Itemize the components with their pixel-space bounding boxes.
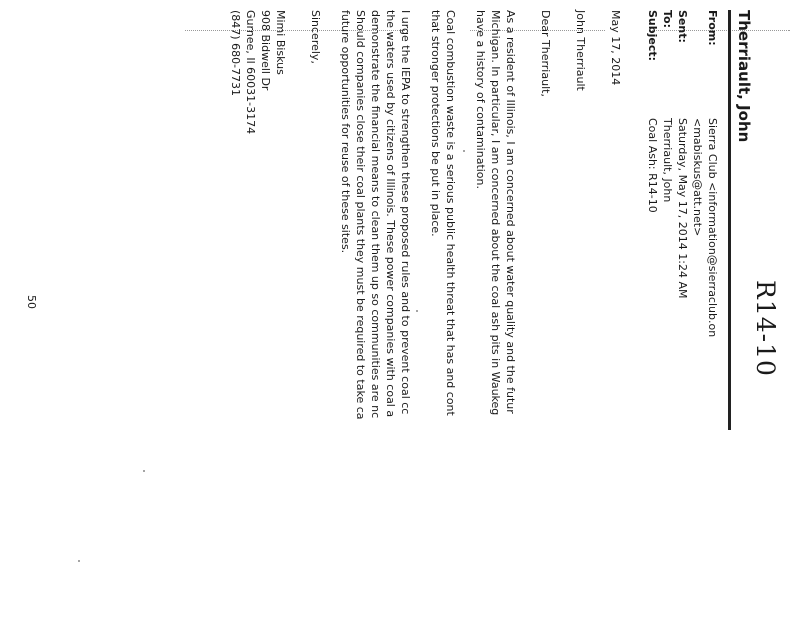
subject-value: Coal Ash: R14-10 (646, 118, 659, 213)
scan-speck (143, 470, 145, 472)
email-header-labels (645, 10, 720, 61)
from-value-email: <mabiskus@att.net> (691, 118, 704, 237)
page-number: 50 (25, 295, 38, 309)
body-paragraph (473, 10, 518, 618)
scan-speck (78, 560, 80, 562)
letter-salutation: Dear Therriault, (539, 10, 552, 97)
body-line: future opportunities for reuse of these sites. (339, 10, 352, 254)
signature-address: 908 Bidwell Dr (259, 10, 272, 91)
sender-name: Therriault, John (735, 10, 753, 143)
body-line: Coal combustion waste is a serious public health threat that has and cont (444, 10, 457, 416)
body-line: I urge the IEPA to strengthen these proposed rules and to prevent coal cc (399, 10, 412, 415)
body-line: that stronger protections be put in place. (429, 10, 442, 237)
email-header-values (645, 118, 720, 618)
letter-date: May 17, 2014 (609, 10, 622, 86)
sent-value: Saturday, May 17, 2014 1:24 AM (676, 118, 689, 299)
signature-phone: (847) 680-7731 (229, 10, 242, 97)
header-divider (728, 10, 731, 430)
subject-label: Subject: (646, 10, 659, 62)
document-id: R14-10 (751, 280, 780, 377)
letter-body (213, 10, 623, 618)
from-label: From: (706, 10, 719, 46)
signature-city: Gurnee, Il 60031-3174 (244, 10, 257, 135)
body-line: demonstrate the financial means to clean them up so communities are nc (369, 10, 382, 419)
sent-label: Sent: (676, 10, 689, 43)
letter-recipient: John Therriault (574, 10, 587, 91)
body-line: Michigan. In particular, I am concerned about the coal ash pits in Waukeg (489, 10, 502, 416)
body-line: the waters used by citizens of Illinois. These power companies with coal a (384, 10, 397, 418)
body-line: Should companies close their coal plants they must be required to take ca (354, 10, 367, 420)
to-label: To: (661, 10, 674, 28)
signature-block (228, 10, 288, 618)
body-line: As a resident of Illinois, I am concerned about water quality and the futur (504, 10, 517, 414)
body-paragraph (338, 10, 413, 618)
body-paragraph (428, 10, 458, 618)
signature-name: Mimi Biskus (274, 10, 287, 75)
to-value: Therriault, John (661, 118, 674, 203)
from-value: Sierra Club <information@sierraclub.on (706, 118, 719, 338)
body-line: have a history of contamination. (474, 10, 487, 190)
letter-closing: Sincerely, (309, 10, 322, 64)
